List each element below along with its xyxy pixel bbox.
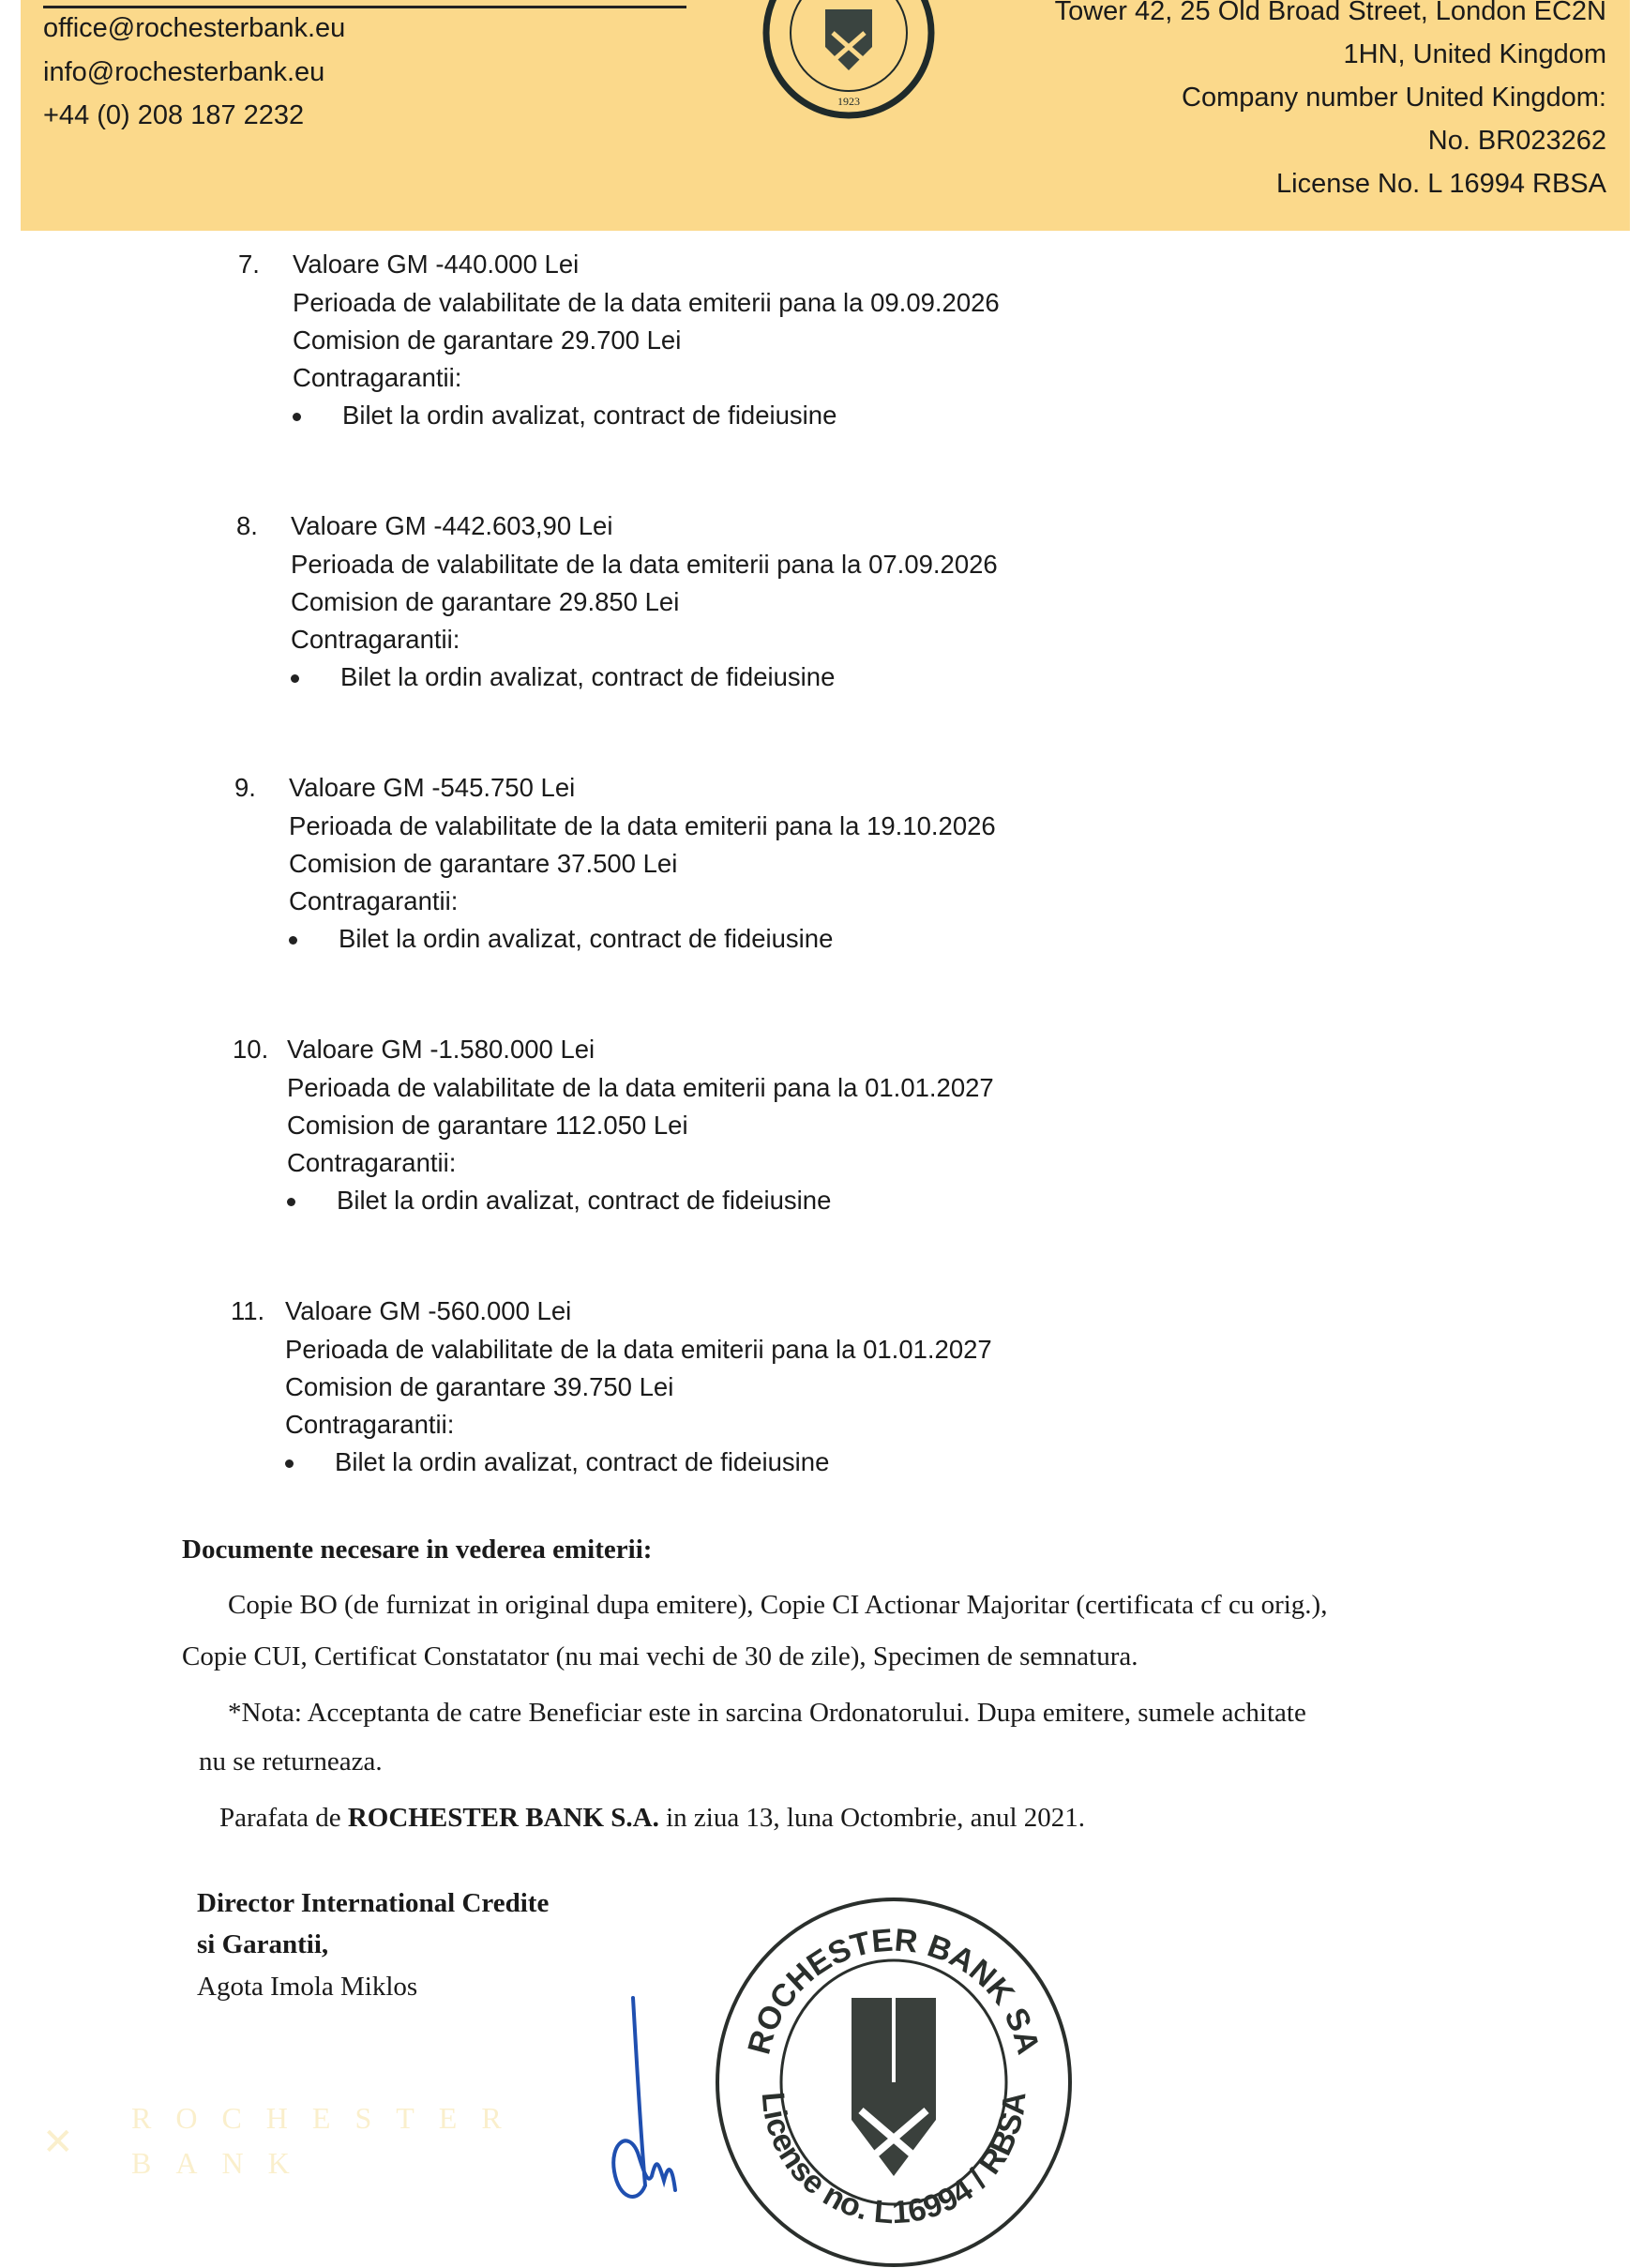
item-number: 11. — [231, 1296, 265, 1325]
bullet-icon — [289, 936, 297, 945]
bank-stamp — [711, 1895, 1077, 2268]
signatory-name: Agota Imola Miklos — [197, 1972, 418, 2002]
item-commission: Comision de garantare 29.850 Lei — [291, 587, 680, 616]
item-counter-label: Contragarantii: — [291, 625, 460, 654]
note-line: nu se returneaza. — [199, 1746, 383, 1777]
item-commission: Comision de garantare 39.750 Lei — [285, 1372, 674, 1401]
stamp-bottom-text: License no. L16994 / RBSA — [754, 2090, 1033, 2231]
item-counter-label: Contragarantii: — [293, 363, 462, 392]
company-number: No. BR023262 — [1427, 126, 1606, 156]
item-period: Perioada de valabilitate de la data emiterii pana la 19.10.2026 — [289, 811, 996, 840]
watermark-text: BANK — [131, 2146, 314, 2180]
bullet-text: Bilet la ordin avalizat, contract de fideiusine — [337, 1186, 832, 1215]
item-period: Perioada de valabilitate de la data emiterii pana la 09.09.2026 — [293, 288, 1000, 317]
sealed-suffix: in ziua 13, luna Octombrie, anul 2021. — [658, 1803, 1086, 1833]
item-counter-label: Contragarantii: — [289, 886, 459, 915]
watermark-emblem-icon: ✕ — [42, 2121, 74, 2163]
company-number-label: Company number United Kingdom: — [1182, 83, 1606, 113]
header-rule — [43, 6, 686, 8]
bullet-icon — [291, 674, 299, 683]
bullet-icon — [293, 413, 301, 421]
item-number: 10. — [233, 1035, 269, 1064]
watermark-text: ROCHESTER — [131, 2101, 526, 2135]
handwritten-signature — [600, 1988, 713, 2214]
sealed-prefix: Parafata de — [219, 1803, 348, 1833]
item-value: Valoare GM -560.000 Lei — [285, 1296, 572, 1325]
office-email: office@rochesterbank.eu — [43, 13, 346, 43]
item-value: Valoare GM -1.580.000 Lei — [287, 1035, 595, 1064]
sealed-statement — [219, 1803, 1085, 1834]
note-line: *Nota: Acceptanta de catre Beneficiar este in sarcina Ordonatorului. Dupa emitere, sumele achitate — [228, 1698, 1306, 1728]
item-counter-label: Contragarantii: — [285, 1410, 455, 1439]
documents-line: Copie BO (de furnizat in original dupa emitere), Copie CI Actionar Majoritar (certificata cf cu orig.), — [228, 1590, 1328, 1620]
bullet-text: Bilet la ordin avalizat, contract de fideiusine — [339, 924, 834, 953]
bank-seal-logo — [760, 0, 938, 122]
signatory-title: Director International Credite — [197, 1888, 550, 1918]
item-commission: Comision de garantare 112.050 Lei — [287, 1111, 688, 1140]
sealed-bank: ROCHESTER BANK S.A. — [347, 1803, 659, 1833]
item-value: Valoare GM -442.603,90 Lei — [291, 511, 613, 540]
documents-line: Copie CUI, Certificat Constatator (nu mai vechi de 30 de zile), Specimen de semnatura. — [182, 1641, 1138, 1671]
item-period: Perioada de valabilitate de la data emiterii pana la 01.01.2027 — [285, 1335, 992, 1364]
item-counter-label: Contragarantii: — [287, 1148, 457, 1177]
bullet-text: Bilet la ordin avalizat, contract de fideiusine — [340, 662, 836, 691]
info-email: info@rochesterbank.eu — [43, 57, 325, 87]
item-commission: Comision de garantare 29.700 Lei — [293, 325, 682, 355]
signatory-title: si Garantii, — [197, 1929, 329, 1959]
documents-heading: Documente necesare in vederea emiterii: — [182, 1535, 653, 1565]
item-number: 7. — [238, 249, 260, 279]
bullet-icon — [287, 1198, 295, 1206]
item-number: 8. — [236, 511, 258, 540]
item-commission: Comision de garantare 37.500 Lei — [289, 849, 678, 878]
bullet-icon — [285, 1459, 294, 1468]
item-value: Valoare GM -440.000 Lei — [293, 249, 580, 279]
item-number: 9. — [234, 773, 256, 802]
svg-text:1923: 1923 — [837, 95, 860, 108]
bullet-text: Bilet la ordin avalizat, contract de fideiusine — [335, 1447, 830, 1476]
phone-number: +44 (0) 208 187 2232 — [43, 100, 305, 130]
item-value: Valoare GM -545.750 Lei — [289, 773, 576, 802]
item-period: Perioada de valabilitate de la data emiterii pana la 01.01.2027 — [287, 1073, 994, 1102]
letterhead — [21, 0, 1630, 231]
bullet-text: Bilet la ordin avalizat, contract de fideiusine — [342, 401, 837, 430]
address-line: Tower 42, 25 Old Broad Street, London EC2N — [1054, 0, 1606, 26]
license-number: License No. L 16994 RBSA — [1276, 169, 1606, 199]
item-period: Perioada de valabilitate de la data emiterii pana la 07.09.2026 — [291, 550, 998, 579]
watermark-logo — [28, 2082, 526, 2195]
stamp-top-text: ROCHESTER BANK SA — [741, 1922, 1047, 2059]
address-line: 1HN, United Kingdom — [1343, 39, 1606, 69]
